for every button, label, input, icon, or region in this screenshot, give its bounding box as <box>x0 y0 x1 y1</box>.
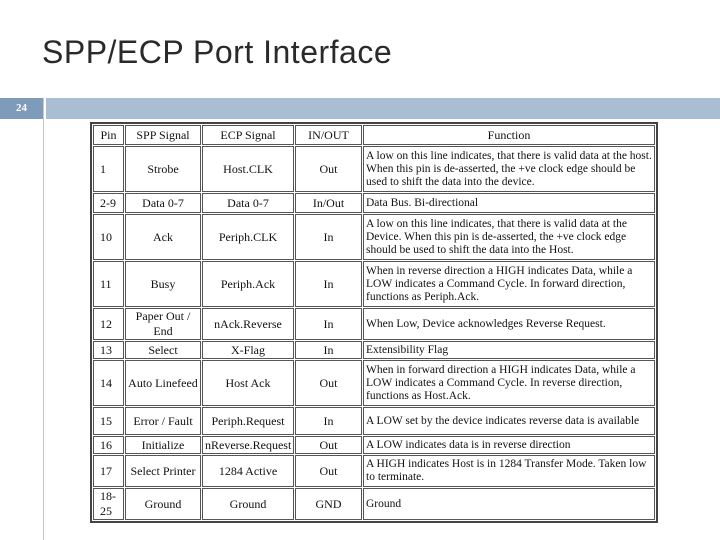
cell-ecp-signal: Periph.Ack <box>202 261 294 307</box>
cell-in-out: In/Out <box>295 193 362 213</box>
cell-pin: 15 <box>93 407 124 435</box>
cell-spp-signal: Select Printer <box>125 455 201 487</box>
cell-in-out: In <box>295 261 362 307</box>
cell-ecp-signal: Host.CLK <box>202 146 294 192</box>
cell-spp-signal: Ground <box>125 488 201 520</box>
header-in-out: IN/OUT <box>295 125 362 145</box>
cell-function: When in forward direction a HIGH indicates Data, while a LOW indicates a Command Cycle. In reverse direction, functions as Host.Ack. <box>363 360 655 406</box>
cell-function: A low on this line indicates, that there is valid data at the Device. When this pin is de-asserted, the +ve clock edge should be used to shift the data into the Host. <box>363 214 655 260</box>
table-row <box>93 436 655 454</box>
table-row <box>93 146 655 192</box>
cell-function: Ground <box>363 488 655 520</box>
cell-spp-signal: Paper Out / End <box>125 308 201 340</box>
header-pin: Pin <box>93 125 124 145</box>
cell-ecp-signal: Ground <box>202 488 294 520</box>
table-row <box>93 407 655 435</box>
cell-pin: 14 <box>93 360 124 406</box>
table-row <box>93 341 655 359</box>
cell-ecp-signal: nReverse.Request <box>202 436 294 454</box>
header-bar <box>46 98 720 119</box>
cell-function: A LOW set by the device indicates reverse data is available <box>363 407 655 435</box>
cell-spp-signal: Error / Fault <box>125 407 201 435</box>
cell-in-out: In <box>295 308 362 340</box>
cell-pin: 13 <box>93 341 124 359</box>
cell-in-out: Out <box>295 455 362 487</box>
cell-pin: 10 <box>93 214 124 260</box>
cell-ecp-signal: nAck.Reverse <box>202 308 294 340</box>
table-header-row <box>93 125 655 145</box>
header-function: Function <box>363 125 655 145</box>
cell-ecp-signal: X-Flag <box>202 341 294 359</box>
cell-in-out: In <box>295 214 362 260</box>
cell-pin: 12 <box>93 308 124 340</box>
cell-spp-signal: Strobe <box>125 146 201 192</box>
table-row <box>93 308 655 340</box>
cell-function: A HIGH indicates Host is in 1284 Transfer Mode. Taken low to terminate. <box>363 455 655 487</box>
cell-pin: 18-25 <box>93 488 124 520</box>
table-body <box>93 146 655 520</box>
cell-function: A LOW indicates data is in reverse direction <box>363 436 655 454</box>
cell-function: When Low, Device acknowledges Reverse Request. <box>363 308 655 340</box>
header-spp-signal: SPP Signal <box>125 125 201 145</box>
cell-in-out: Out <box>295 146 362 192</box>
cell-pin: 16 <box>93 436 124 454</box>
cell-ecp-signal: Host Ack <box>202 360 294 406</box>
cell-function: Data Bus. Bi-directional <box>363 193 655 213</box>
cell-spp-signal: Initialize <box>125 436 201 454</box>
cell-function: A low on this line indicates, that there is valid data at the host. When this pin is de-asserted, the +ve clock edge should be used to shift the data into the device. <box>363 146 655 192</box>
cell-ecp-signal: Periph.Request <box>202 407 294 435</box>
slide-title: SPP/ECP Port Interface <box>42 34 393 70</box>
slide-number: 24 <box>0 98 43 119</box>
cell-function: When in reverse direction a HIGH indicates Data, while a LOW indicates a Command Cycle. In forward direction, functions as Periph.Ack. <box>363 261 655 307</box>
table-row <box>93 455 655 487</box>
cell-spp-signal: Data 0-7 <box>125 193 201 213</box>
cell-in-out: Out <box>295 360 362 406</box>
cell-pin: 2-9 <box>93 193 124 213</box>
table-row <box>93 360 655 406</box>
cell-in-out: In <box>295 341 362 359</box>
cell-in-out: In <box>295 407 362 435</box>
cell-pin: 11 <box>93 261 124 307</box>
cell-spp-signal: Busy <box>125 261 201 307</box>
table-row <box>93 261 655 307</box>
pin-table <box>90 122 658 523</box>
cell-ecp-signal: Data 0-7 <box>202 193 294 213</box>
cell-in-out: Out <box>295 436 362 454</box>
left-divider <box>43 98 44 540</box>
cell-in-out: GND <box>295 488 362 520</box>
cell-ecp-signal: 1284 Active <box>202 455 294 487</box>
cell-pin: 1 <box>93 146 124 192</box>
cell-spp-signal: Select <box>125 341 201 359</box>
cell-spp-signal: Auto Linefeed <box>125 360 201 406</box>
table-row <box>93 488 655 520</box>
table-row <box>93 214 655 260</box>
cell-spp-signal: Ack <box>125 214 201 260</box>
header-ecp-signal: ECP Signal <box>202 125 294 145</box>
cell-ecp-signal: Periph.CLK <box>202 214 294 260</box>
table-row <box>93 193 655 213</box>
cell-function: Extensibility Flag <box>363 341 655 359</box>
cell-pin: 17 <box>93 455 124 487</box>
